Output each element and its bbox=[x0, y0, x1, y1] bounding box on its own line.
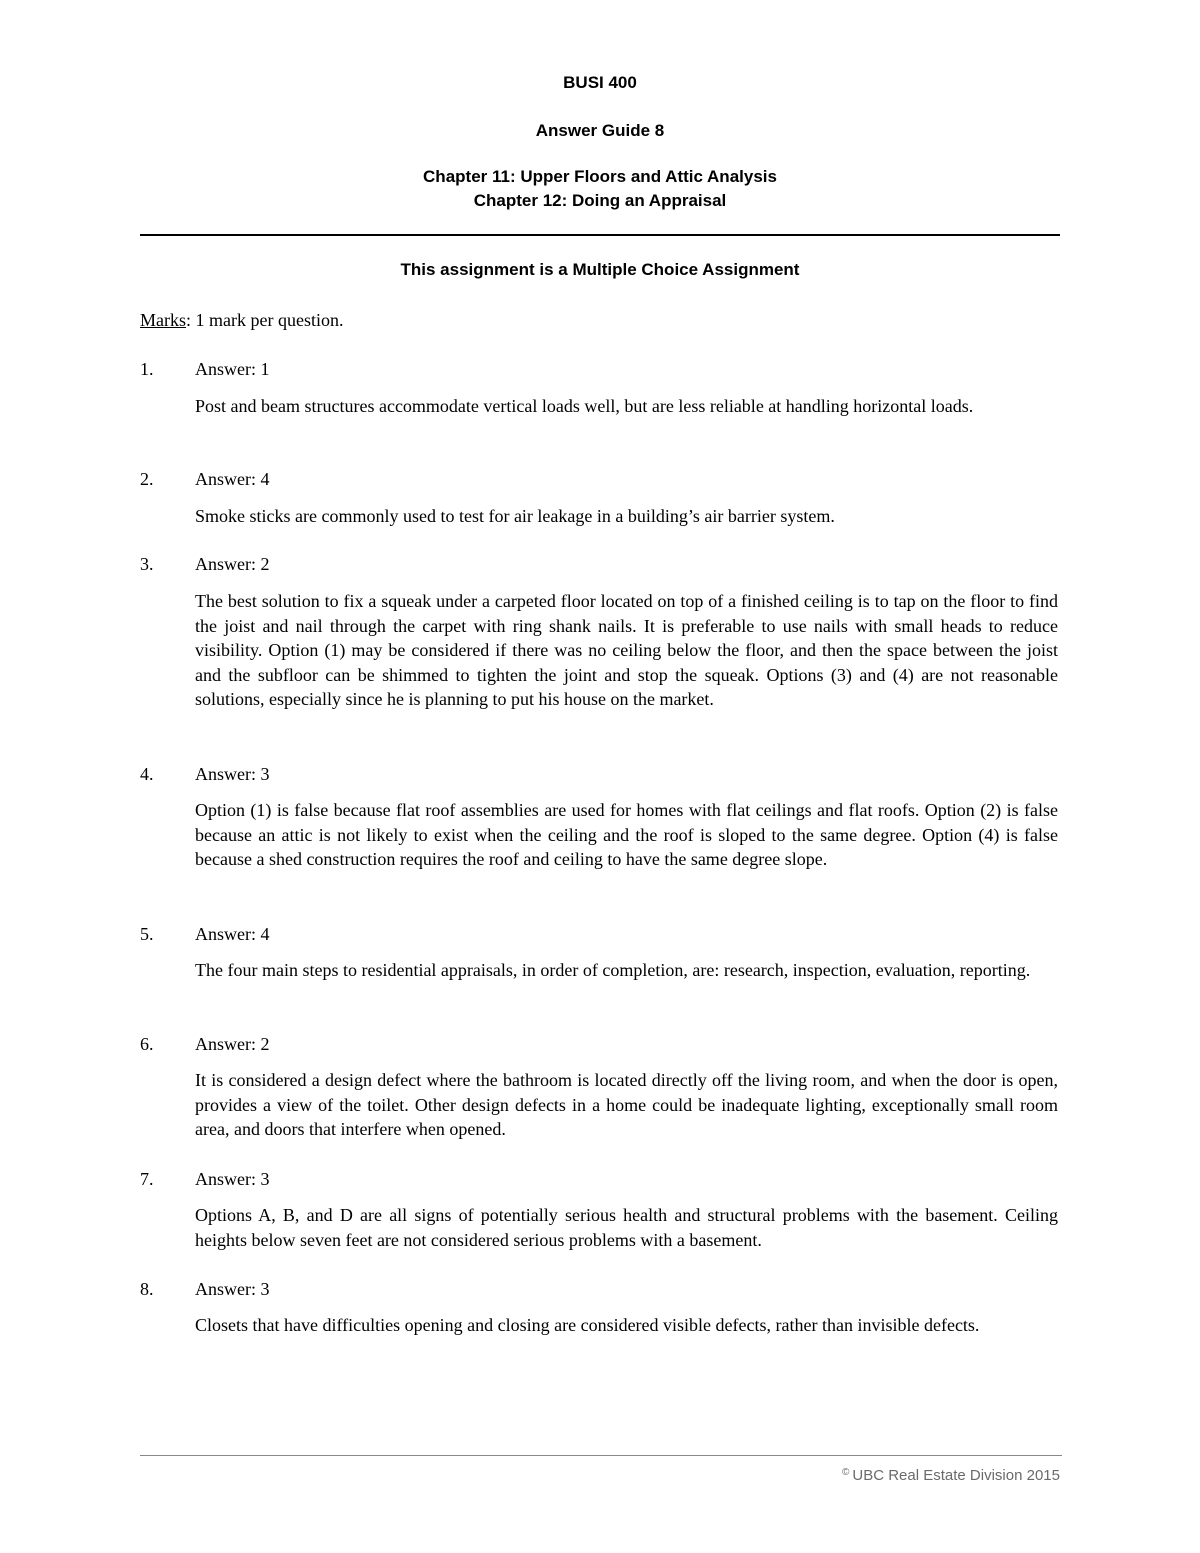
marks-label: Marks bbox=[140, 310, 186, 330]
course-title: BUSI 400 bbox=[563, 73, 637, 92]
question-2-explanation: Smoke sticks are commonly used to test for air leakage in a building’s air barrier system. bbox=[195, 506, 835, 526]
question-3-number: 3. bbox=[140, 554, 154, 574]
question-3-answer: Answer: 2 bbox=[195, 554, 270, 574]
question-4-number: 4. bbox=[140, 764, 154, 784]
footer-divider bbox=[140, 1455, 1062, 1456]
question-7-number: 7. bbox=[140, 1169, 154, 1189]
question-5-number: 5. bbox=[140, 924, 154, 944]
question-7-explanation: Options A, B, and D are all signs of potentially serious health and structural problems with the basement. Ceiling heights below seven feet are not considered serious problems with a basement. bbox=[195, 1205, 1058, 1250]
assignment-type-heading: This assignment is a Multiple Choice Assignment bbox=[400, 260, 800, 279]
chapter-12-heading: Chapter 12: Doing an Appraisal bbox=[473, 191, 727, 210]
copyright-icon: © bbox=[842, 1467, 850, 1478]
question-2-number: 2. bbox=[140, 469, 154, 489]
question-6-explanation: It is considered a design defect where the bathroom is located directly off the living room, and when the door is open, provides a view of the toilet. Other design defects in a home could be inadequate lighting, exceptionally small room area, and doors that interfere when opened. bbox=[195, 1070, 1058, 1139]
question-2-answer: Answer: 4 bbox=[195, 469, 270, 489]
question-5-answer: Answer: 4 bbox=[195, 924, 270, 944]
footer-copyright bbox=[842, 1463, 1060, 1486]
question-3-explanation: The best solution to fix a squeak under a carpeted floor located on top of a finished ceiling is to tap on the floor to find the joist and nail through the carpet with ring shank nails. It is preferable to use nails with small heads to reduce visibility. Option (1) may be considered if there was no ceiling below the floor, and then the space between the joist and the subfloor can be shimmed to tighten the joint and stop the squeak. Options (3) and (4) are not reasonable solutions, especially since he is planning to put his house on the market. bbox=[195, 591, 1058, 709]
question-8-answer: Answer: 3 bbox=[195, 1279, 270, 1299]
question-4-answer: Answer: 3 bbox=[195, 764, 270, 784]
question-1-explanation: Post and beam structures accommodate vertical loads well, but are less reliable at handling horizontal loads. bbox=[195, 396, 974, 416]
chapter-11-heading: Chapter 11: Upper Floors and Attic Analysis bbox=[423, 167, 777, 186]
question-7-answer: Answer: 3 bbox=[195, 1169, 270, 1189]
marks-text: : 1 mark per question. bbox=[186, 310, 344, 330]
question-8-explanation: Closets that have difficulties opening and closing are considered visible defects, rather than invisible defects. bbox=[195, 1315, 980, 1335]
question-1-number: 1. bbox=[140, 359, 154, 379]
header-divider bbox=[140, 234, 1060, 236]
question-4-explanation: Option (1) is false because flat roof assemblies are used for homes with flat ceilings and flat roofs. Option (2) is false because an attic is not likely to exist when the ceiling and the roof is sloped to the same degree. Option (4) is false because a shed construction requires the roof and ceiling to have the same degree slope. bbox=[195, 800, 1058, 869]
marks-line bbox=[140, 308, 343, 333]
question-1-answer: Answer: 1 bbox=[195, 359, 270, 379]
question-5-explanation: The four main steps to residential appraisals, in order of completion, are: research, inspection, evaluation, reporting. bbox=[195, 960, 1031, 980]
question-6-number: 6. bbox=[140, 1034, 154, 1054]
footer-text: UBC Real Estate Division 2015 bbox=[852, 1467, 1060, 1484]
question-6-answer: Answer: 2 bbox=[195, 1034, 270, 1054]
answer-guide-title: Answer Guide 8 bbox=[535, 121, 665, 140]
question-8-number: 8. bbox=[140, 1279, 154, 1299]
